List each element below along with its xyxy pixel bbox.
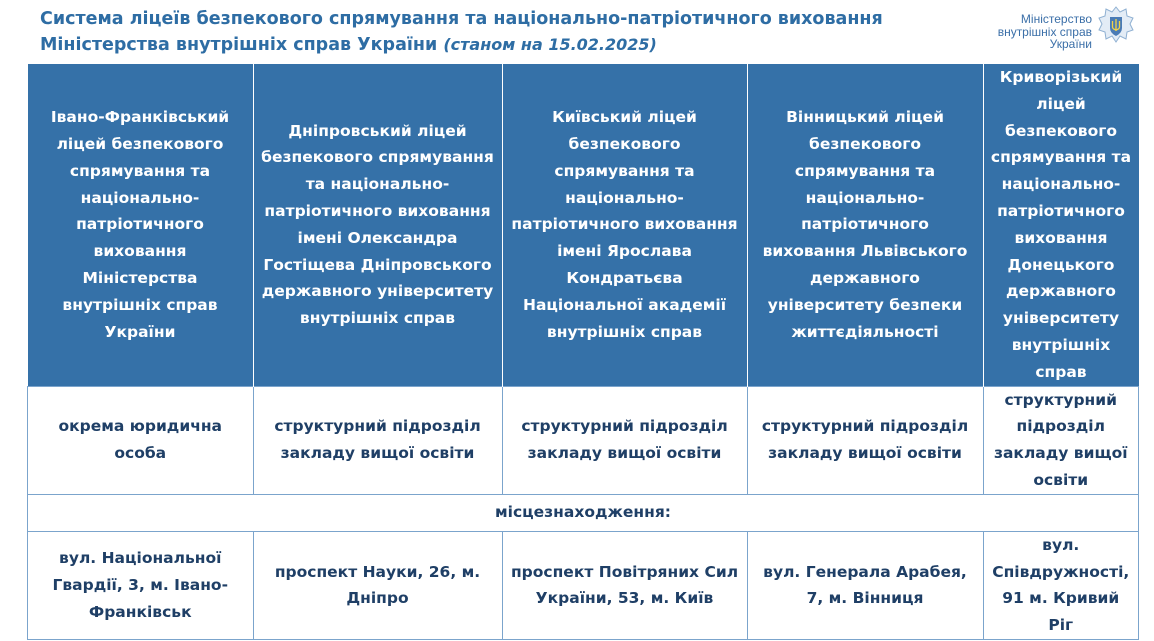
location-label: місцезнаходження:	[28, 494, 1139, 531]
lyceum-name-5: Криворізький ліцей безпекового спрямування та національно-патріотичного виховання Донецького державного університету внутрішніх справ	[983, 64, 1139, 386]
status-cell-5: структурний підрозділ закладу вищої освіти	[983, 386, 1139, 494]
title-line-1: Система ліцеїв безпекового спрямування та національно-патріотичного виховання	[40, 9, 883, 29]
title-line-2: Міністерства внутрішніх справ України	[40, 35, 438, 55]
lyceum-name-3: Київський ліцей безпекового спрямування та національно-патріотичного виховання імені Ярослава Кондратьєва Національної академії внутрішніх справ	[502, 64, 747, 386]
location-label-row	[28, 494, 1139, 531]
page-title	[40, 6, 960, 58]
ministry-logo-text	[998, 13, 1092, 51]
status-cell-2: структурний підрозділ закладу вищої освіти	[253, 386, 502, 494]
address-cell-3: проспект Повітряних Сил України, 53, м. Київ	[502, 531, 747, 639]
status-cell-1: окрема юридична особа	[28, 386, 254, 494]
status-cell-3: структурний підрозділ закладу вищої освіти	[502, 386, 747, 494]
lyceum-name-2: Дніпровський ліцей безпекового спрямування та національно-патріотичного виховання імені Олександра Гостіщева Дніпровського державного університету внутрішніх справ	[253, 64, 502, 386]
address-cell-4: вул. Генерала Арабея, 7, м. Вінниця	[747, 531, 983, 639]
address-cell-2: проспект Науки, 26, м. Дніпро	[253, 531, 502, 639]
trident-emblem-icon	[1098, 6, 1134, 50]
lyceum-name-4: Вінницький ліцей безпекового спрямування та національно-патріотичного виховання Львівського державного університету безпеки життєдіяльності	[747, 64, 983, 386]
status-row	[28, 386, 1139, 494]
address-row	[28, 531, 1139, 639]
address-cell-5: вул. Співдружності, 91 м. Кривий Ріг	[983, 531, 1139, 639]
address-cell-1: вул. Національної Гвардії, 3, м. Івано-Франківськ	[28, 531, 254, 639]
lyceum-names-row	[28, 64, 1139, 386]
lyceum-name-1: Івано-Франківський ліцей безпекового спрямування та національно-патріотичного виховання Міністерства внутрішніх справ України	[28, 64, 254, 386]
ministry-line-2: внутрішніх справ	[997, 24, 1092, 39]
ministry-line-3: України	[1049, 37, 1092, 51]
lyceums-table	[27, 64, 1139, 640]
title-date: (станом на 15.02.2025)	[443, 35, 657, 54]
status-cell-4: структурний підрозділ закладу вищої освіти	[747, 386, 983, 494]
ministry-line-1: Міністерство	[1020, 12, 1092, 26]
